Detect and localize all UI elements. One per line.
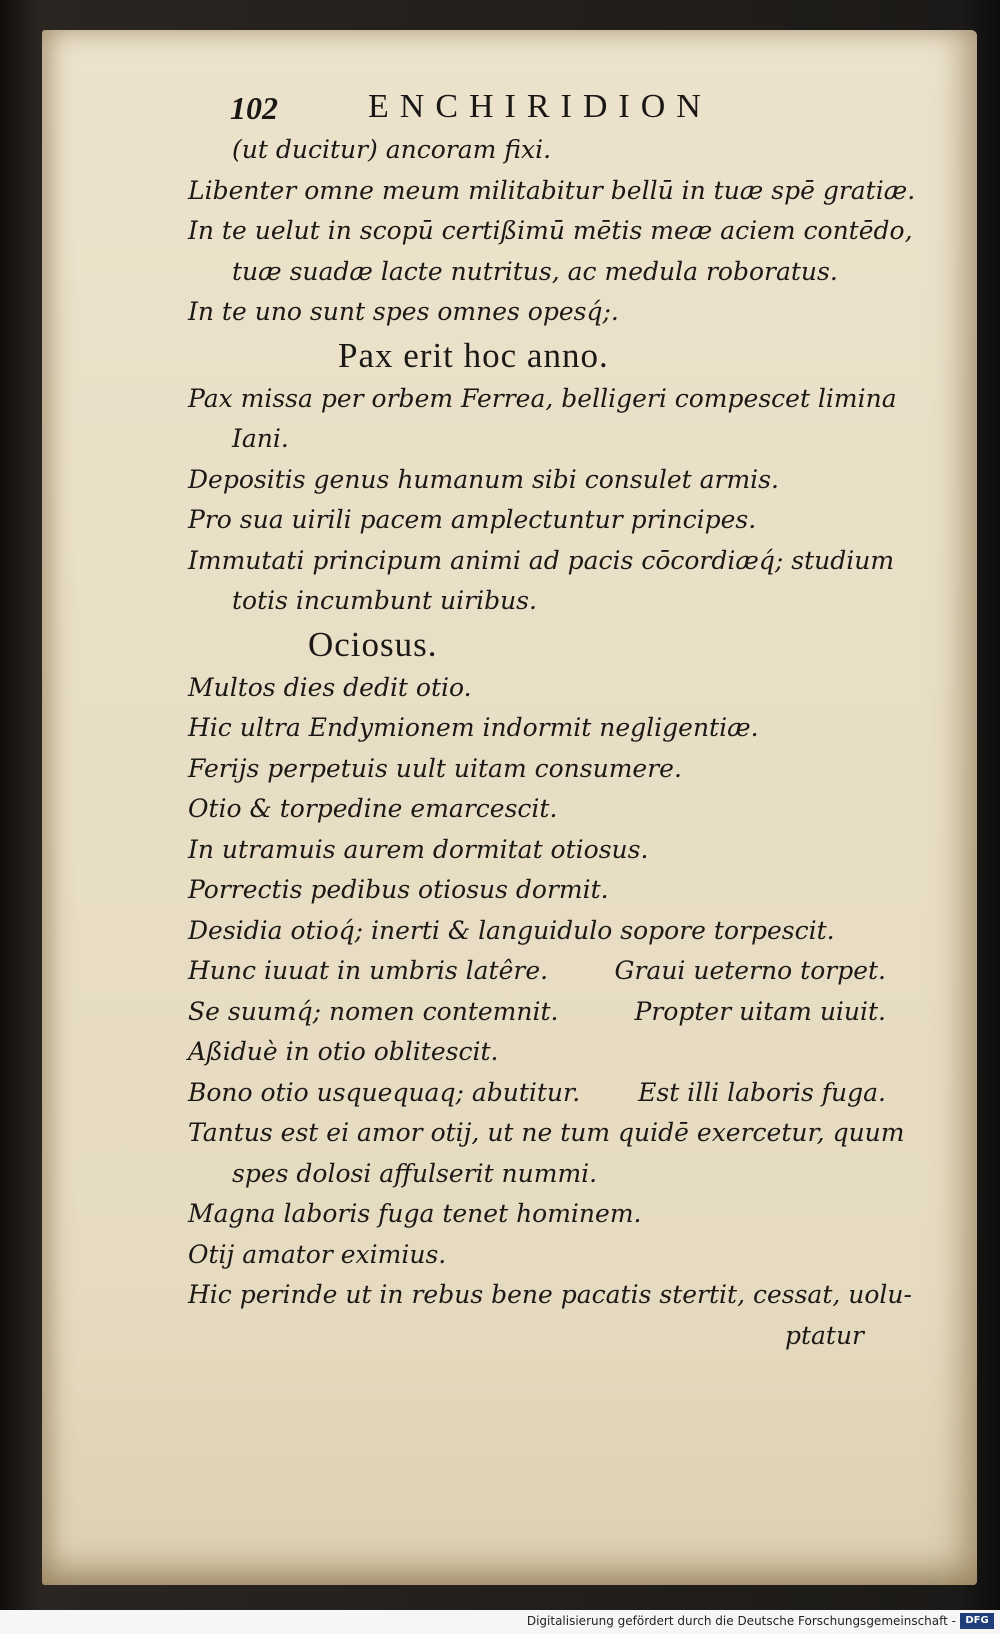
pair-left: Hunc iuuat in umbris latêre. — [188, 956, 549, 985]
text-line: Aßiduè in otio oblitescit. — [188, 1037, 499, 1066]
running-title: ENCHIRIDION — [368, 88, 712, 125]
text-line: Magna laboris fuga tenet hominem. — [188, 1199, 642, 1228]
text-line: In utramuis aurem dormitat otiosus. — [188, 834, 649, 864]
text-line: Iani. — [232, 424, 289, 453]
text-line-pair — [188, 1073, 908, 1114]
pair-left: Se suumq́; nomen contemnit. — [188, 996, 559, 1026]
text-line: tuæ suadæ lacte nutritus, ac medula roboratus. — [232, 256, 838, 286]
text-line: Desidia otioq́; inerti & languidulo sopore torpescit. — [188, 915, 835, 945]
catchword: ptatur — [784, 1320, 864, 1350]
text-line: Hic perinde ut in rebus bene pacatis stertit, cessat, uolu- — [188, 1280, 912, 1309]
pair-left: Bono otio usquequaq; abutitur. — [188, 1077, 581, 1107]
text-line: (ut ducitur) ancoram fixi. — [232, 135, 552, 164]
text-line: Multos dies dedit otio. — [188, 672, 472, 702]
text-line: Depositis genus humanum sibi consulet armis. — [188, 464, 779, 494]
pair-right: Graui ueterno torpet. — [614, 956, 886, 985]
text-line: Hic ultra Endymionem indormit negligentiæ. — [188, 713, 759, 742]
text-line: Pax missa per orbem Ferrea, belligeri compescet limina — [188, 383, 897, 413]
text-line: Otij amator eximius. — [188, 1239, 447, 1269]
pair-right: Est illi laboris fuga. — [638, 1077, 886, 1107]
text-line: Ferijs perpetuis uult uitam consumere. — [188, 753, 682, 783]
section-heading-ociosus: Ociosus. — [308, 624, 438, 664]
text-line: Libenter omne meum militabitur bellū in tuæ spē gratiæ. — [188, 175, 916, 205]
footer-credit: Digitalisierung gefördert durch die Deutsche Forschungsgemeinschaft - — [526, 1614, 956, 1628]
text-line: Tantus est ei amor otij, ut ne tum quidē exercetur, quum — [188, 1118, 905, 1147]
text-line-pair — [188, 992, 908, 1033]
section-heading-pax: Pax erit hoc anno. — [338, 335, 609, 375]
text-line: totis incumbunt uiribus. — [232, 586, 537, 615]
digitization-footer — [0, 1610, 1000, 1634]
page-number: 102 — [230, 90, 278, 126]
text-line: Immutati principum animi ad pacis cōcordiæq́; studium — [188, 545, 895, 575]
text-line: Porrectis pedibus otiosus dormit. — [188, 875, 609, 904]
text-line: Otio & torpedine emarcescit. — [188, 794, 558, 823]
text-line: In te uno sunt spes omnes opesq́;. — [188, 297, 619, 326]
page-header — [190, 88, 890, 132]
text-line: In te uelut in scopū certißimū mētis meæ aciem contēdo, — [188, 216, 913, 245]
pair-right: Propter uitam uiuit. — [634, 996, 886, 1026]
text-line: spes dolosi affulserit nummi. — [232, 1158, 598, 1188]
text-line: Pro sua uirili pacem amplectuntur principes. — [188, 505, 757, 534]
text-line-pair — [188, 951, 908, 992]
dfg-logo-icon: DFG — [960, 1613, 994, 1629]
main-text — [188, 130, 916, 1356]
